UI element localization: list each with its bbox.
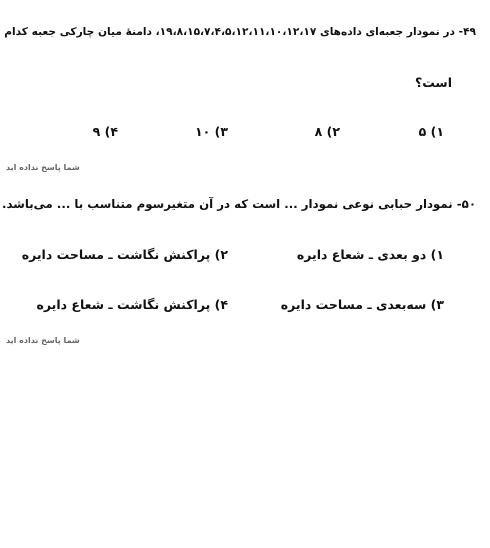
question-50-stem: ۵۰- نمودار حبابی نوعی نمودار ... است که در آن متغیرسوم متناسب با ... می‌باشد. <box>2 197 476 211</box>
question-49-option-2[interactable]: ۲) ۸ <box>314 124 340 139</box>
question-49-option-3[interactable]: ۳) ۱۰ <box>195 124 228 139</box>
question-49-option-1[interactable]: ۱) ۵ <box>418 124 444 139</box>
question-50-option-2[interactable]: ۲) پراکنش نگاشت ـ مساحت دایره <box>21 247 228 262</box>
question-50-option-3[interactable]: ۳) سه‌بعدی ـ مساحت دایره <box>280 297 444 312</box>
question-50-no-answer-note: شما پاسخ نداده اید <box>6 336 80 345</box>
question-50-option-4[interactable]: ۴) پراکنش نگاشت ـ شعاع دایره <box>36 297 228 312</box>
question-49-no-answer-note: شما پاسخ نداده اید <box>6 163 80 172</box>
question-49-stem: ۴۹- در نمودار جعبه‌ای داده‌های ۱۹،۸،۱۵،۷،۴،۵،۱۲،۱۱،۱۰،۱۲،۱۷، دامنهٔ میان چارکی جعبه کدام <box>4 26 476 38</box>
question-49-stem-continued: است؟ <box>414 75 452 90</box>
question-50-option-1[interactable]: ۱) دو بعدی ـ شعاع دایره <box>296 247 444 262</box>
question-49-option-4[interactable]: ۴) ۹ <box>92 124 118 139</box>
